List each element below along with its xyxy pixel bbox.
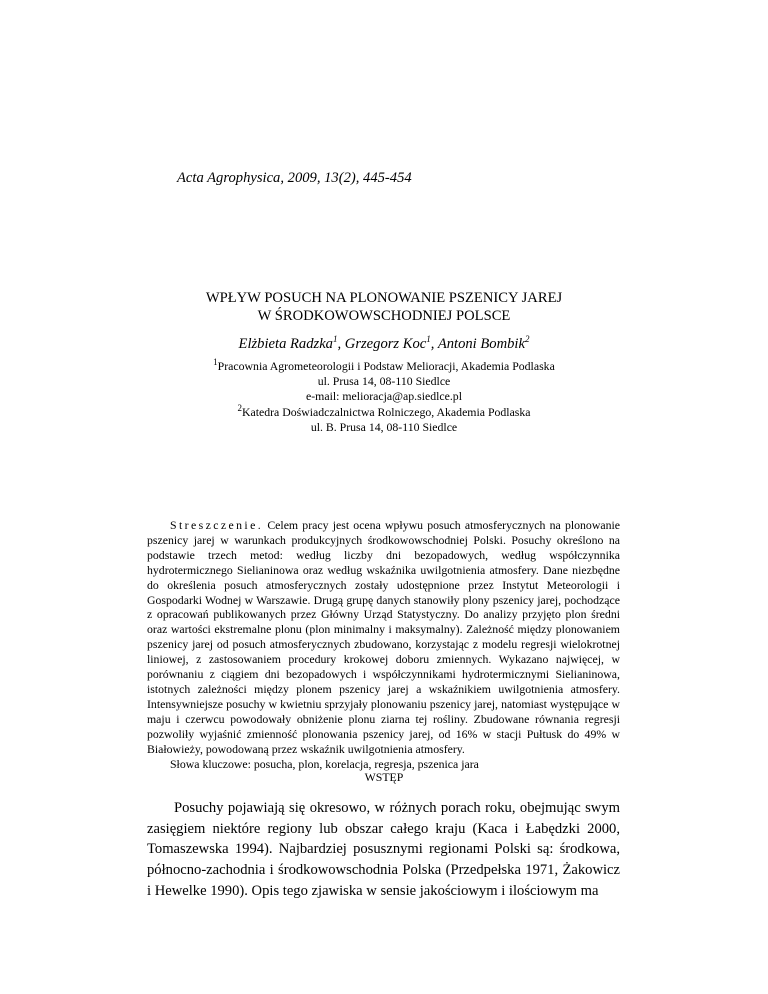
author-affiliation-mark: 1 [426,334,431,345]
body-paragraph: Posuchy pojawiają się okresowo, w różnych porach roku, obejmując swym zasięgiem niektóre regiony lub obszar całego kraju (Kaca i Łabędzki 2000, Tomaszewska 1994). Najbardziej posusznymi regionami Polski są: środkowa, północno-zachodnia i środkowowschodnia Polska (Przedpełska 1971, Żakowicz i Hewelke 1990). Opis tego zjawiska w sensie jakościowym i ilościowym ma [147,800,620,899]
author-affiliation-mark: 2 [524,334,530,345]
author-name: Antoni Bombik [437,336,525,352]
keywords: Słowa kluczowe: posucha, plon, korelacja, regresja, pszenica jara [170,756,479,771]
section-heading: WSTĘP [364,770,404,784]
abstract [147,518,620,771]
affiliations [130,359,638,435]
author-list [130,336,638,353]
affiliation-1 [130,359,638,374]
abstract-paragraph [147,518,620,757]
affiliation-mark: 2 [237,402,242,413]
abstract-text: Celem pracy jest ocena wpływu posuch atmosferycznych na plonowanie pszenicy jarej w warunkach produkcyjnych środkowowschodniej Polski. Posuchy określono na podstawie trzech metod: według liczby dni bezopadowych, według współczynnika hydrotermicznego Sielianinowa oraz według wskaźnika uwilgotnienia atmosfery. Dane niezbędne do określenia posuch atmosferycznych zostały udostępnione przez Instytut Meteorologii i Gospodarki Wodnej w Warszawie. Drugą grupę danych stanowiły plony pszenicy jarej, pochodzące z opracowań publikowanych przez Główny Urząd Statystyczny. Do analizy przyjęto plon średni oraz wartości ekstremalne plonu (plon minimalny i maksymalny). Zależność między plonowaniem pszenicy jarej od posuch atmosferycznych zbudowano, korzystając z modelu regresji wielokrotnej liniowej, z zastosowaniem procedury krokowej doboru zmiennych. Wykazano najwięcej, w porównaniu z ciągiem dni bezopadowych i współczynnikami hydrotermicznymi Sielianinowa, istotnych zależności między plonem pszenicy jarej a wskaźnikiem uwilgotnienia atmosfery. Intensywniejsze posuchy w kwietniu sprzyjały plonowaniu pszenicy jarej, natomiast występujące w maju i czerwcu powodowały obniżenie plonu ziarna tej rośliny. Zbudowane równania regresji pozwoliły wyjaśnić zmienność plonowania pszenicy jarej, od 16% w stacji Pułtusk do 49% w Białowieży, powodowaną przez wskaźnik uwilgotnienia atmosfery. [147,518,620,756]
body-text [147,798,620,902]
author-affiliation-mark: 1 [332,334,338,345]
affiliation-2-address: ul. B. Prusa 14, 08-110 Siedlce [310,419,458,434]
affiliation-email: e-mail: melioracja@ap.siedlce.pl [306,389,462,404]
title-line-1: WPŁYW POSUCH NA PLONOWANIE PSZENICY JAREJ [205,290,563,306]
author-name: Elżbieta Radzka [238,336,333,352]
affiliation-2 [130,402,638,420]
affiliation-mark: 1 [213,357,218,368]
author-name: Grzegorz Koc [344,336,427,352]
author-separator: , [430,336,438,352]
title-line-2: W ŚRODKOWOWSCHODNIEJ POLSCE [257,308,511,324]
affiliation-1-address: ul. Prusa 14, 08-110 Siedlce [317,374,451,389]
paper-title [130,289,638,325]
journal-citation: Acta Agrophysica, 2009, 13(2), 445-454 [177,170,412,186]
affiliation-name: Pracownia Agrometeorologii i Podstaw Melioracji, Akademia Podlaska [217,359,555,373]
author-separator: , [337,336,345,352]
abstract-heading: Streszczenie. [170,518,264,532]
affiliation-name: Katedra Doświadczalnictwa Rolniczego, Akademia Podlaska [241,404,531,419]
